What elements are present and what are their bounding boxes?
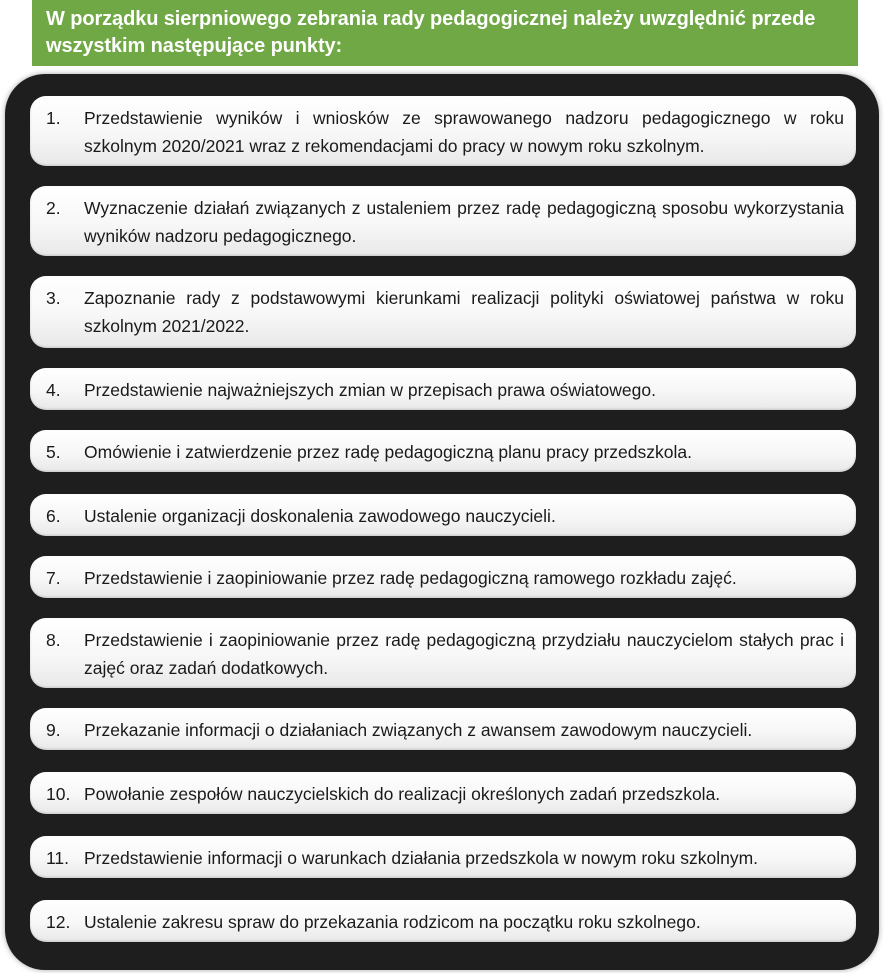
agenda-item-1	[30, 96, 856, 166]
item-text: Powołanie zespołów nauczycielskich do realizacji określonych zadań przedszkola.	[84, 784, 721, 804]
item-text: Przedstawienie informacji o warunkach działania przedszkola w nowym roku szkolnym.	[84, 848, 759, 868]
header-text: W porządku sierpniowego zebrania rady pedagogicznej należy uwzględnić przede wszystkim następujące punkty:	[46, 8, 816, 57]
agenda-item-10	[30, 772, 856, 814]
item-number: 5.	[46, 442, 61, 462]
item-number: 7.	[46, 568, 61, 588]
agenda-item-4	[30, 368, 856, 410]
item-text: Przedstawienie wyników i wniosków ze sprawowanego nadzoru pedagogicznego w roku szkolnym 2020/2021 wraz z rekomendacjami do pracy w nowym roku szkolnym.	[84, 108, 844, 156]
item-number: 8.	[46, 630, 61, 650]
item-text: Ustalenie zakresu spraw do przekazania rodzicom na początku roku szkolnego.	[84, 912, 701, 932]
item-number: 1.	[46, 108, 61, 128]
agenda-item-12	[30, 900, 856, 942]
item-number: 10.	[46, 784, 71, 804]
item-number: 12.	[46, 912, 71, 932]
header-banner	[32, 0, 858, 66]
item-text: Przedstawienie i zaopiniowanie przez radę pedagogiczną ramowego rozkładu zajęć.	[84, 568, 737, 588]
item-text: Ustalenie organizacji doskonalenia zawodowego nauczycieli.	[84, 506, 556, 526]
agenda-item-3	[30, 276, 856, 348]
item-text: Omówienie i zatwierdzenie przez radę pedagogiczną planu pracy przedszkola.	[84, 442, 692, 462]
item-text: Przekazanie informacji o działaniach związanych z awansem zawodowym nauczycieli.	[84, 720, 753, 740]
item-number: 6.	[46, 506, 61, 526]
item-number: 3.	[46, 288, 61, 308]
agenda-item-6	[30, 494, 856, 536]
item-number: 11.	[46, 848, 70, 868]
agenda-item-8	[30, 618, 856, 688]
item-text: Przedstawienie i zaopiniowanie przez radę pedagogiczną przydziału nauczycielom stałych prac i zajęć oraz zadań dodatkowych.	[84, 630, 844, 678]
agenda-item-7	[30, 556, 856, 598]
agenda-item-9	[30, 708, 856, 750]
item-text: Wyznaczenie działań związanych z ustaleniem przez radę pedagogiczną sposobu wykorzystania wyników nadzoru pedagogicznego.	[84, 198, 844, 246]
item-number: 2.	[46, 198, 61, 218]
item-number: 9.	[46, 720, 61, 740]
agenda-item-11	[30, 836, 856, 878]
item-number: 4.	[46, 380, 61, 400]
agenda-item-2	[30, 186, 856, 256]
agenda-item-5	[30, 430, 856, 472]
item-text: Zapoznanie rady z podstawowymi kierunkami realizacji polityki oświatowej państwa w roku szkolnym 2021/2022.	[84, 288, 844, 336]
item-text: Przedstawienie najważniejszych zmian w przepisach prawa oświatowego.	[84, 380, 656, 400]
